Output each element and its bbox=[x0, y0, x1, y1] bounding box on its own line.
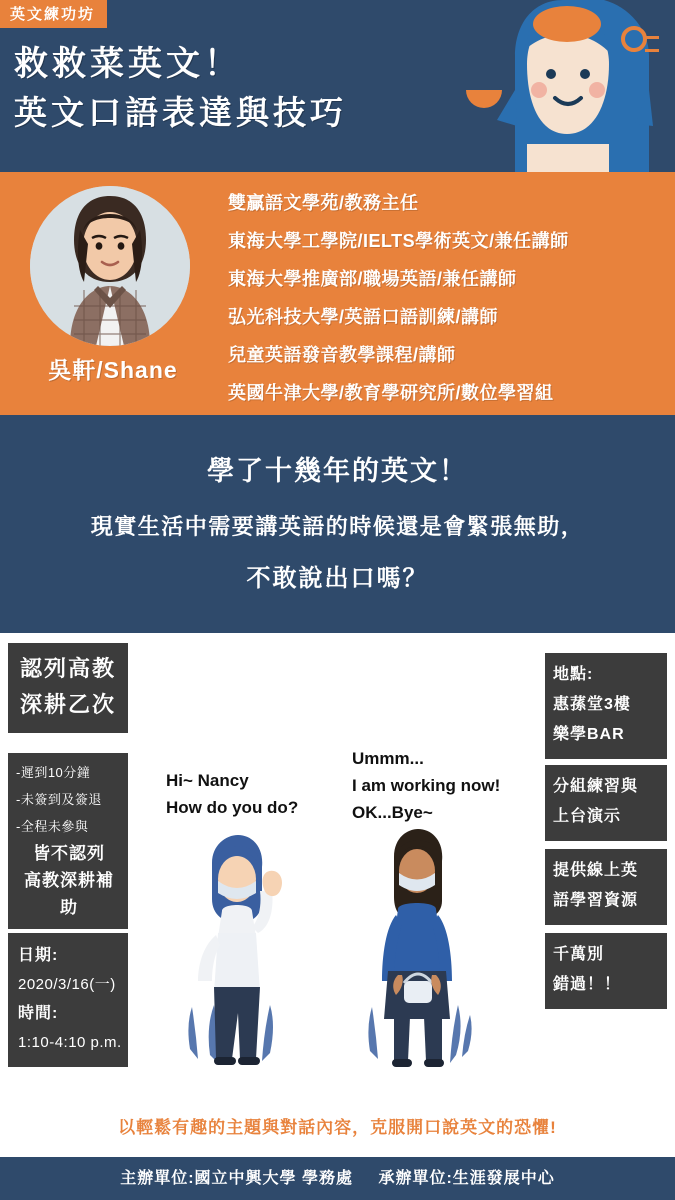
o-logo-icon bbox=[621, 26, 647, 52]
location-label: 地點: bbox=[553, 666, 594, 683]
location-line-1: 惠蓀堂3樓 bbox=[553, 696, 631, 713]
credential-item: 弘光科技大學/英語口語訓練/講師 bbox=[228, 307, 499, 327]
date-value: 2020/3/16(一) bbox=[18, 976, 116, 993]
speech-right-line-2: I am working now! bbox=[352, 776, 501, 795]
credential-item: 英國牛津大學/教育學研究所/數位學習組 bbox=[228, 383, 554, 403]
status-badge bbox=[8, 643, 128, 733]
question-section bbox=[0, 415, 675, 633]
page-title bbox=[14, 40, 347, 137]
speech-left-line-2: How do you do? bbox=[166, 798, 299, 817]
question-line-3: 不敢說出口嗎？ bbox=[246, 565, 429, 592]
time-label: 時間: bbox=[18, 1005, 59, 1022]
credential-item: 東海大學推廣部/職場英語/兼任講師 bbox=[228, 269, 517, 289]
feature-box-resources bbox=[545, 849, 667, 925]
title-line-1: 救救菜英文！ bbox=[14, 45, 242, 83]
coorganizer-label: 承辦單位:生涯發展中心 bbox=[378, 1170, 555, 1187]
time-value: 1:10-4:10 p.m. bbox=[18, 1034, 122, 1051]
feature-resources-line-2: 語學習資源 bbox=[553, 892, 639, 909]
speech-right-line-1: Ummm... bbox=[352, 749, 424, 768]
location-line-2: 樂學BAR bbox=[553, 726, 625, 743]
badge-line-2: 深耕乙次 bbox=[19, 692, 116, 717]
rule-emphasis-1: 皆不認列 bbox=[33, 844, 105, 863]
speech-bubble-right bbox=[352, 745, 500, 826]
speaker-name: 吳軒/Shane bbox=[48, 357, 178, 383]
waving-person-illustration bbox=[166, 827, 296, 1077]
speaker-credentials bbox=[228, 184, 668, 412]
feature-box-dont-miss bbox=[545, 933, 667, 1009]
speech-right-line-3: OK...Bye~ bbox=[352, 803, 433, 822]
date-label: 日期: bbox=[18, 947, 59, 964]
rules-box bbox=[8, 753, 128, 929]
credential-item: 東海大學工學院/IELTS學術英文/兼任講師 bbox=[228, 231, 569, 251]
rule-item: -未簽到及簽退 bbox=[16, 792, 102, 807]
rule-item: -遲到10分鐘 bbox=[16, 765, 91, 780]
badge-line-1: 認列高教 bbox=[19, 656, 116, 681]
credential-item: 兒童英語發音教學課程/講師 bbox=[228, 345, 456, 365]
rule-emphasis-2: 高教深耕補助 bbox=[24, 871, 114, 917]
speech-left-line-1: Hi~ Nancy bbox=[166, 771, 249, 790]
speaker-section bbox=[0, 172, 675, 415]
details-section bbox=[0, 633, 675, 1099]
penguin-mascot-icon bbox=[467, 0, 657, 172]
feature-resources-line-1: 提供線上英 bbox=[553, 862, 639, 879]
organizer-label: 主辦單位:國立中興大學 學務處 bbox=[120, 1170, 353, 1187]
poster-footer bbox=[0, 1157, 675, 1200]
rule-item: -全程未參與 bbox=[16, 819, 89, 834]
speech-bubble-left bbox=[166, 767, 298, 821]
standing-person-illustration bbox=[352, 823, 482, 1077]
question-line-1: 學了十幾年的英文！ bbox=[207, 456, 468, 486]
dont-miss-line-1: 千萬別 bbox=[553, 946, 605, 963]
avatar bbox=[30, 186, 190, 346]
credential-item: 雙贏語文學苑/教務主任 bbox=[228, 193, 419, 213]
feature-box-practice bbox=[545, 765, 667, 841]
question-line-2: 現實生活中需要講英語的時候還是會緊張無助， bbox=[90, 514, 585, 539]
brand-tag: 英文練功坊 bbox=[0, 0, 107, 28]
feature-practice-line-1: 分組練習與 bbox=[553, 778, 639, 795]
poster-header bbox=[0, 0, 675, 172]
title-line-2: 英文口語表達與技巧 bbox=[14, 94, 347, 132]
dont-miss-line-2: 錯過！！ bbox=[553, 976, 622, 993]
location-box bbox=[545, 653, 667, 759]
date-time-box bbox=[8, 933, 128, 1067]
feature-practice-line-2: 上台演示 bbox=[553, 808, 622, 825]
tagline: 以輕鬆有趣的主題與對話內容，克服開口說英文的恐懼! bbox=[0, 1099, 675, 1157]
